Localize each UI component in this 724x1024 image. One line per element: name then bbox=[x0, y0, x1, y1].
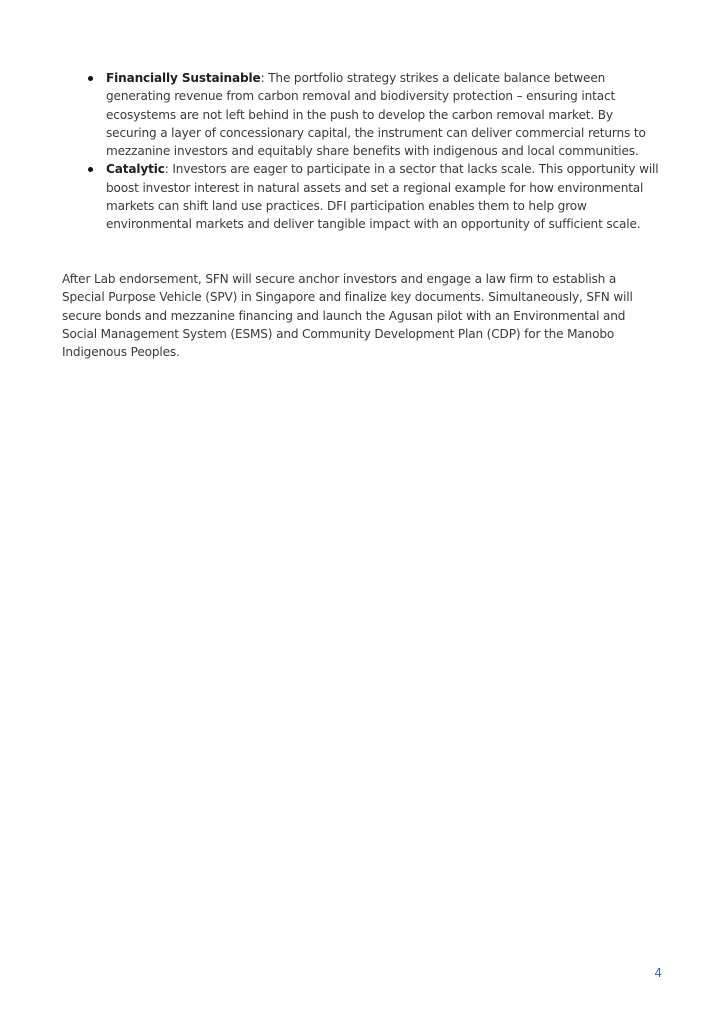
bullet-item-financially-sustainable bbox=[78, 69, 662, 160]
bullet-term: Catalytic bbox=[106, 162, 165, 177]
bullet-icon bbox=[88, 76, 93, 81]
page-number: 4 bbox=[654, 966, 662, 980]
bullet-icon bbox=[88, 167, 93, 172]
body-paragraph: After Lab endorsement, SFN will secure anchor investors and engage a law firm to establish a Special Purpose Vehicle (SPV) in Singapore and finalize key documents. Simultaneously, SFN will secure bonds and mezzanine financing and launch the Agusan pilot with an Environmental and Social Management System (ESMS) and Community Development Plan (CDP) for the Manobo Indigenous Peoples. bbox=[62, 272, 633, 360]
bullet-text: : The portfolio strategy strikes a delicate balance between generating revenue from carbon removal and biodiversity protection – ensuring intact ecosystems are not left behind in the push to develop the carbon removal market. By securing a layer of concessionary capital, the instrument can deliver commercial returns to mezzanine investors and equitably share benefits with indigenous and local communities. bbox=[106, 71, 646, 159]
bullet-item-catalytic bbox=[78, 160, 662, 233]
bullet-term: Financially Sustainable bbox=[106, 71, 261, 85]
bullet-text: : Investors are eager to participate in a sector that lacks scale. This opportunity will boost investor interest in natural assets and set a regional example for how environmental markets can shift land use practices. DFI participation enables them to help grow environmental markets and deliver tangible impact with an opportunity of sufficient scale. bbox=[106, 162, 659, 232]
bullet-list bbox=[78, 69, 662, 234]
